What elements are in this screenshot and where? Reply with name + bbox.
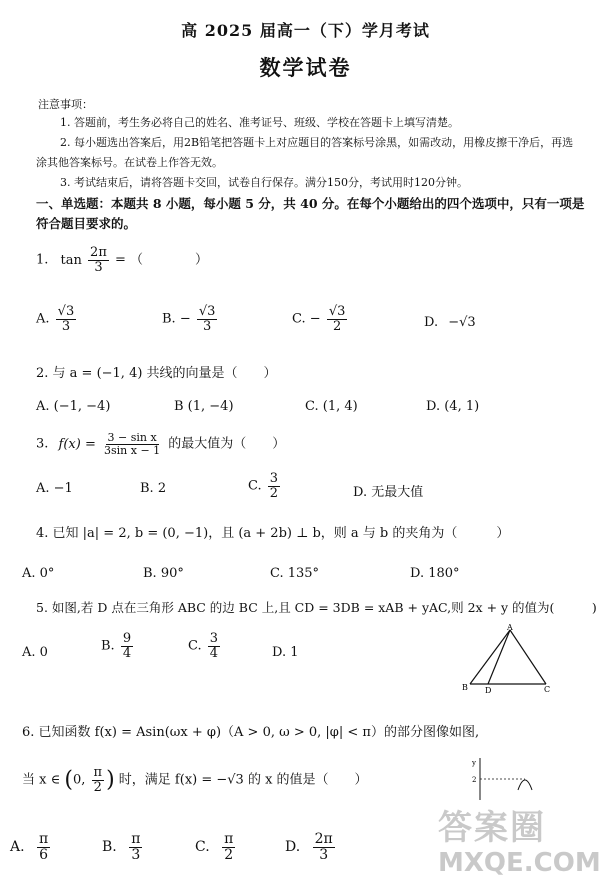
q1-b-label: B. (162, 311, 176, 327)
q6-option-d (285, 832, 337, 862)
vertex-a-label: A (507, 623, 513, 632)
q3-option-c (248, 472, 282, 500)
q6-paren-close: ) (106, 767, 115, 793)
q6-pre: 当 x ∈ (22, 772, 61, 788)
q1-a-label: A. (36, 311, 50, 327)
q3-option-b: B. 2 (140, 481, 167, 496)
q6-b-label: B. (102, 839, 117, 856)
q1-b-sign: − (179, 311, 191, 327)
q3-c-den: 2 (269, 485, 279, 501)
question-5: 5. 如图,若 D 点在三角形 ABC 的边 BC 上,且 CD = 3DB = xAB + yAC,则 2x + y 的值为( ) (36, 600, 597, 615)
q6-a-num: π (39, 831, 49, 847)
q3-option-d: D. 无最大值 (353, 485, 424, 500)
q2-option-d: D. (4, 1) (426, 399, 480, 414)
q3-frac-num: 3 − sin x (107, 431, 157, 444)
q2-option-a: A. (−1, −4) (36, 399, 111, 414)
q1-option-c (292, 305, 349, 333)
q6-paren-open: ( (64, 767, 73, 793)
q5-b-num: 9 (122, 631, 132, 646)
question-6-line2 (22, 766, 368, 794)
side-ab (470, 630, 510, 684)
notice-heading: 注意事项： (38, 98, 93, 111)
q5-c-label: C. (188, 638, 202, 654)
side-ac (510, 630, 546, 684)
q6-a-label: A. (10, 839, 25, 856)
sine-graph-fragment (470, 756, 540, 801)
q6-b-den: 3 (131, 846, 141, 863)
q5-option-c (188, 632, 222, 660)
q5-option-a: A. 0 (22, 645, 48, 660)
q6-c-label: C. (195, 839, 210, 856)
q1-tan: tan (60, 252, 82, 268)
q6-post: 时，满足 f(x) = −√3 的 x 的值是（ ） (118, 772, 368, 788)
q4-option-b: B. 90° (143, 566, 184, 581)
watermark-en: MXQE.COM (438, 848, 601, 878)
q1-tail: = （ ） (115, 252, 209, 268)
q6-interval-num: π (93, 765, 103, 780)
q6-d-den: 3 (319, 846, 329, 863)
q4-option-d: D. 180° (410, 566, 460, 581)
exam-subject: 数学试卷 (259, 55, 352, 80)
q1-number: 1. (36, 252, 49, 268)
watermark-cn: 答案圈 (438, 808, 546, 848)
q1-option-a (36, 305, 78, 333)
triangle-figure (460, 622, 560, 697)
q1-d-text: −√3 (448, 315, 476, 330)
vertex-b-label: B (462, 683, 468, 692)
exam-title: 高 2025 届高一（下）学月考试 (181, 21, 430, 40)
q6-c-num: π (224, 831, 234, 847)
q1-c-num: √3 (328, 304, 346, 319)
q1-b-den: 3 (203, 318, 212, 334)
q6-d-label: D. (285, 839, 301, 856)
q1-a-num: √3 (57, 304, 75, 319)
q1-d-label: D. (424, 315, 439, 330)
q1-option-d (424, 315, 476, 330)
q1-a-den: 3 (61, 318, 71, 334)
question-6-line1: 6. 已知函数 f(x) = Asin(ωx + φ)（A > 0, ω > 0, |φ| < π）的部分图像如图, (22, 725, 480, 740)
question-4: 4. 已知 |a| = 2, b = (0, −1)，且 (a + 2b) ⊥ b，则 a 与 b 的夹角为（ ） (36, 526, 510, 541)
q6-interval-left: 0, (72, 772, 86, 788)
q2-option-b: B (1, −4) (174, 399, 234, 414)
q1-c-den: 2 (332, 318, 342, 334)
notice-item-2: 2. 每小题选出答案后，用2B铅笔把答题卡上对应题目的答案标号涂黑，如需改动，用橡皮擦干净后，再选涂其他答案标号。在试卷上作答无效。 (36, 136, 574, 169)
q4-option-c: C. 135° (270, 566, 320, 581)
q3-fx: f(x) = (58, 436, 96, 452)
q5-b-label: B. (101, 638, 115, 654)
q1-b-num: √3 (198, 304, 216, 319)
q5-option-d: D. 1 (272, 645, 299, 660)
q3-frac-den: 3sin x − 1 (104, 443, 161, 457)
q5-option-b (101, 632, 135, 660)
section-heading: 一、单选题：本题共 8 小题，每小题 5 分，共 40 分。在每个小题给出的四个选项中，只有一项是符合题目要求的。 (36, 196, 585, 231)
q6-option-a (10, 832, 52, 862)
question-3 (36, 432, 285, 456)
q3-c-label: C. (248, 478, 262, 494)
q3-tail: 的最大值为（ ） (168, 436, 286, 452)
notice-item-1: 1. 答题前，考生务必将自己的姓名、准考证号、班级、学校在答题卡上填写清楚。 (60, 116, 459, 129)
graph-two-label: 2 (472, 776, 477, 784)
q2-option-c: C. (1, 4) (305, 399, 358, 414)
q1-c-sign: − (309, 311, 321, 327)
q6-interval-den: 2 (93, 779, 102, 795)
vertex-c-label: C (544, 685, 551, 694)
notice-item-3: 3. 考试结束后，请将答题卡交回，试卷自行保存。满分150分，考试用时120分钟。 (60, 176, 468, 189)
q6-d-num: 2π (314, 831, 333, 847)
q6-a-den: 6 (39, 846, 49, 863)
q6-option-c (195, 832, 237, 862)
q3-c-num: 3 (269, 471, 279, 486)
graph-y-label: y (472, 759, 476, 767)
q6-c-den: 2 (224, 846, 234, 863)
point-d-label: D (485, 686, 492, 695)
q1-frac-den: 3 (94, 259, 103, 275)
q5-b-den: 4 (122, 645, 132, 661)
q6-option-b (102, 832, 144, 862)
question-1 (36, 246, 208, 274)
q1-frac-num: 2π (90, 245, 107, 260)
q5-c-den: 4 (209, 645, 219, 661)
question-2: 2. 与 a = (−1, 4) 共线的向量是（ ） (36, 366, 277, 381)
q3-option-a: A. −1 (36, 481, 73, 496)
q6-b-num: π (131, 831, 141, 847)
q4-option-a: A. 0° (22, 566, 55, 581)
graph-curve (518, 780, 532, 790)
q5-c-num: 3 (209, 631, 219, 646)
segment-ad (488, 630, 510, 684)
q3-number: 3. (36, 436, 49, 452)
q1-c-label: C. (292, 311, 306, 327)
q1-option-b (162, 305, 219, 333)
